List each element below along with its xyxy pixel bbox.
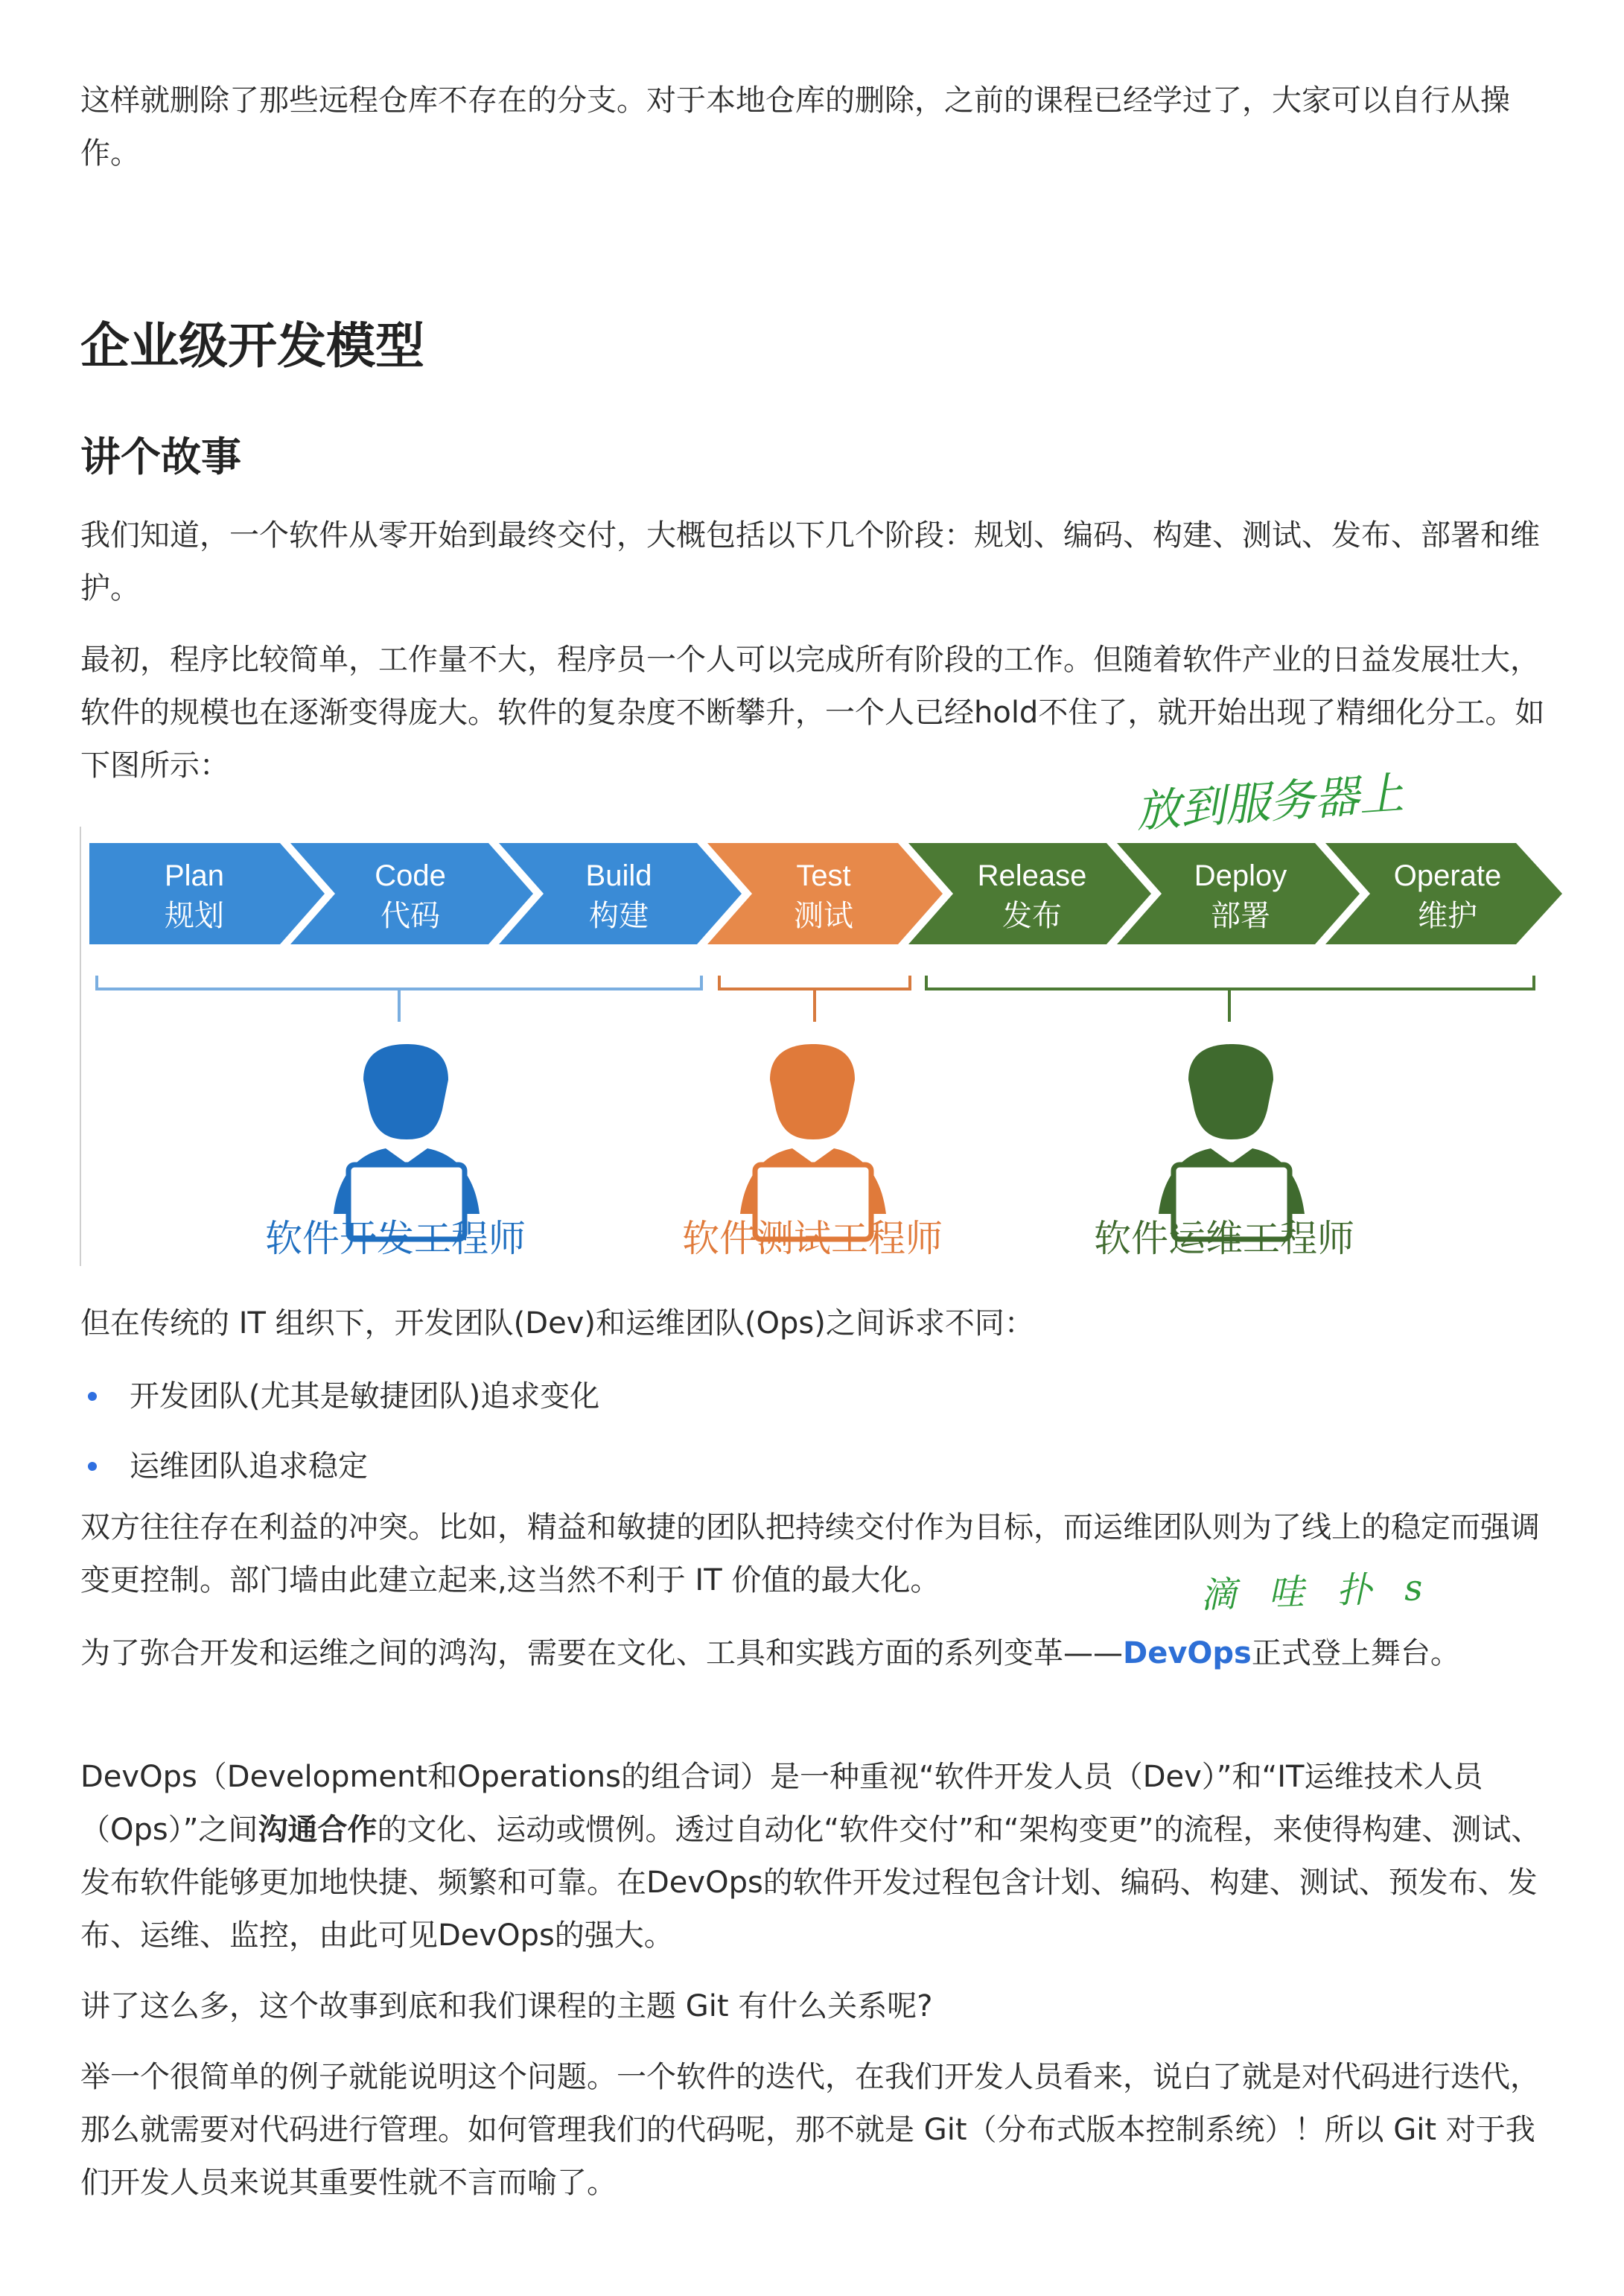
bullet-text-dev: 开发团队(尤其是敏捷团队)追求变化 — [130, 1379, 600, 1413]
stage-zh-build: 构建 — [589, 899, 649, 933]
devops-intro-before: 为了弥合开发和运维之间的鸿沟，需要在文化、工具和实践方面的系列变革—— — [80, 1636, 1123, 1670]
handwritten-annotation-exclaim: 滴 哇 扑 s — [1200, 1566, 1434, 1617]
stage-chevron-release — [908, 843, 1151, 944]
stages-paragraph-block — [80, 509, 1555, 615]
devops-definition-paragraph-block — [80, 1751, 1555, 1962]
bullet-dot — [88, 1392, 97, 1401]
paragraph-devops-definition — [80, 1751, 1555, 1962]
role-label-operator: 软件运维工程师 — [1094, 1217, 1354, 1260]
stage-en-plan: Plan — [164, 859, 225, 892]
paragraph-conflict: 双方往往存在利益的冲突。比如，精益和敏捷的团队把持续交付作为目标，而运维团队则为了线上的稳定而强调变更控制。部门墙由此建立起来,这当然不利于 IT 价值的最大化。 — [80, 1510, 1540, 1597]
stage-zh-deploy: 部署 — [1211, 899, 1270, 933]
bullet-list-block — [80, 1361, 1555, 1501]
bullet-dot — [88, 1462, 97, 1471]
stage-en-code: Code — [375, 859, 446, 892]
stage-en-operate: Operate — [1393, 859, 1502, 892]
stage-zh-plan: 规划 — [165, 899, 224, 933]
role-label-developer: 软件开发工程师 — [265, 1217, 526, 1260]
stage-en-release: Release — [977, 859, 1087, 892]
list-item — [80, 1361, 1555, 1431]
subsection-title: 讲个故事 — [80, 433, 241, 480]
devops-intro-paragraph-block — [80, 1627, 1555, 1680]
test-brace — [719, 976, 910, 1022]
section-heading-block — [80, 313, 1555, 380]
subsection-heading-block — [80, 429, 1555, 486]
stage-en-deploy: Deploy — [1194, 859, 1287, 892]
devops-definition-before: DevOps（Development和Operations的组合词）是一种重视“软件开发人员（Dev）”和“IT运维技术人员（Ops）”之间 — [80, 1760, 1483, 1847]
stage-zh-release: 发布 — [1002, 899, 1062, 933]
team-goals-list — [80, 1361, 1555, 1501]
devops-definition-bold: 沟通合作 — [258, 1813, 378, 1847]
paragraph-git-question: 讲了这么多，这个故事到底和我们课程的主题 Git 有什么关系呢? — [80, 1989, 933, 2023]
section-title: 企业级开发模型 — [80, 317, 424, 375]
devops-definition-after: 的文化、运动或惯例。透过自动化“软件交付”和“架构变更”的流程，来使得构建、测试、发布软件能够更加地快捷、频繁和可靠。在DevOps的软件开发过程包含计划、编码、构建、测试、预发布、发布、运维、监控，由此可见DevOps的强大。 — [80, 1813, 1541, 1953]
ops-brace — [926, 976, 1534, 1022]
operator-person-icon — [1159, 1044, 1305, 1239]
paragraph-git-example: 举一个很简单的例子就能说明这个问题。一个软件的迭代，在我们开发人员看来，说白了就是对代码进行迭代，那么就需要对代码进行管理。如何管理我们的代码呢，那不就是 Git（分布式版本控制系统）！所以 Git 对于我们开发人员来说其重要性就不言而喻了。 — [80, 2060, 1540, 2200]
git-example-paragraph-block — [80, 2051, 1555, 2210]
devops-stage-diagram — [79, 827, 1568, 1266]
stage-en-test: Test — [796, 859, 851, 892]
handwritten-annotation-server: 放到服务器上 — [1134, 767, 1406, 839]
stage-chevron-plan — [89, 843, 325, 944]
paragraph-traditional-it: 但在传统的 IT 组织下，开发团队(Dev)和运维团队(Ops)之间诉求不同： — [80, 1306, 1034, 1341]
paragraph-division-of-labor: 最初，程序比较简单，工作量不大，程序员一个人可以完成所有阶段的工作。但随着软件产业的日益发展壮大，软件的规模也在逐渐变得庞大。软件的复杂度不断攀升，一个人已经hold不住了，就开始出现了精细化分工。如下图所示： — [80, 643, 1545, 783]
git-question-paragraph-block — [80, 1980, 1555, 2033]
paragraph-delete-branches: 这样就删除了那些远程仓库不存在的分支。对于本地仓库的删除，之前的课程已经学过了，大家可以自行从操作。 — [80, 83, 1510, 171]
role-label-tester: 软件测试工程师 — [682, 1217, 943, 1260]
diagram-svg — [79, 827, 1568, 1266]
stage-zh-operate: 维护 — [1418, 899, 1477, 933]
paragraph-stages: 我们知道，一个软件从零开始到最终交付，大概包括以下几个阶段：规划、编码、构建、测试、发布、部署和维护。 — [80, 518, 1540, 605]
devops-link[interactable]: DevOps — [1123, 1636, 1252, 1670]
devops-intro-after: 正式登上舞台。 — [1251, 1636, 1460, 1670]
stage-chevron-operate — [1325, 843, 1562, 944]
stage-chevron-test — [707, 843, 943, 944]
stage-chevron-code — [290, 843, 533, 944]
stage-en-build: Build — [585, 859, 652, 892]
stage-chevron-build — [499, 843, 742, 944]
intro-paragraph — [80, 74, 1555, 180]
stage-chevron-deploy — [1117, 843, 1360, 944]
tester-person-icon — [740, 1044, 886, 1239]
stage-zh-code: 代码 — [380, 899, 440, 933]
traditional-it-paragraph-block — [80, 1297, 1555, 1350]
list-item — [80, 1431, 1555, 1501]
dev-brace — [97, 976, 701, 1022]
developer-person-icon — [334, 1044, 480, 1239]
stage-zh-test: 测试 — [794, 899, 853, 933]
paragraph-devops-intro — [80, 1627, 1555, 1680]
bullet-text-ops: 运维团队追求稳定 — [130, 1449, 368, 1484]
